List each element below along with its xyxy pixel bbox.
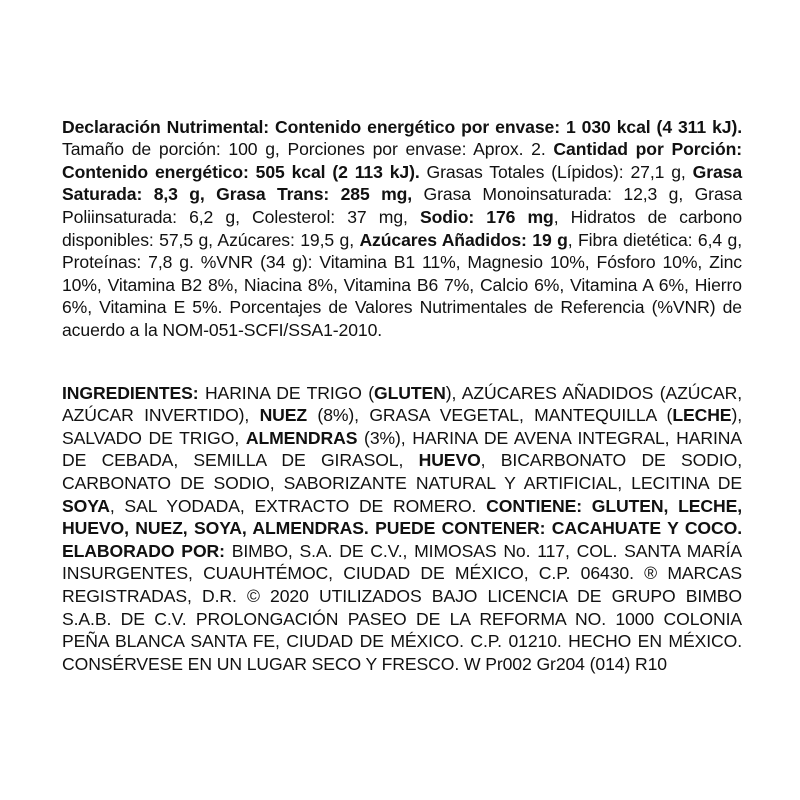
nutrition-segment-text: Tamaño de porción: 100 g, Porciones por envase: Aprox. 2. <box>62 139 554 160</box>
ingredients-segment-bold-text: CONTIENE: GLUTEN, LECHE, HUEVO, NUEZ, SOYA, ALMENDRAS. PUEDE CONTENER: CACAHUATE Y COCO. ELABORADO POR: <box>62 495 742 561</box>
nutrition-segment-bold-text: Grasa Saturada: 8,3 g, Grasa Trans: 285 mg, <box>62 161 743 205</box>
ingredients-segment-text: ), AZÚCARES AÑADIDOS (AZÚCAR, AZÚCAR INVERTIDO), <box>62 382 742 426</box>
ingredients-segment-text: (8%), GRASA VEGETAL, MANTEQUILLA ( <box>307 405 673 426</box>
nutrition-segment-text: Grasas Totales (Lípidos): 27,1 g, <box>419 161 693 182</box>
ingredients-segment-text: BIMBO, S.A. DE C.V., MIMOSAS No. 117, COL. SANTA MARÍA INSURGENTES, CUAUHTÉMOC, CIUDAD DE MÉXICO, C.P. 06430. ® MARCAS REGISTRADAS, D.R. © 2020 UTILIZADOS BAJO LICENCIA DE GRUPO BIMBO S.A.B. DE C.V. PROLONGACIÓN PASEO DE LA REFORMA NO. 1000 COLONIA PEÑA BLANCA SANTA FE, CIUDAD DE MÉXICO. C.P. 01210. HECHO EN MÉXICO. CONSÉRVESE EN UN LUGAR SECO Y FRESCO. W Pr002 Gr204 (014) R10 <box>62 540 743 674</box>
nutrition-segment-bold-text: Cantidad por Porción: Contenido energético: 505 kcal (2 113 kJ). <box>62 139 742 182</box>
ingredients-segment-bold-text: HUEVO <box>418 450 481 471</box>
ingredients-segment-text: ), SALVADO DE TRIGO, <box>62 405 743 448</box>
ingredients-segment-bold-text: GLUTEN <box>374 382 446 403</box>
ingredients-segment-text: (3%), HARINA DE AVENA INTEGRAL, HARINA DE CEBADA, SEMILLA DE GIRASOL, <box>62 427 743 471</box>
ingredients-segment-bold-text: SOYA <box>62 495 110 516</box>
ingredients-segment-bold-text: INGREDIENTES: <box>62 382 199 403</box>
ingredients-segment-text: , SAL YODADA, EXTRACTO DE ROMERO. <box>109 495 487 516</box>
ingredients-segment-bold-text: LECHE <box>672 405 732 426</box>
nutrition-declaration <box>62 116 742 342</box>
nutrition-segment-text: Grasa Monoinsaturada: 12,3 g, Grasa Poliinsaturada: 6,2 g, Colesterol: 37 mg, <box>62 184 743 227</box>
ingredients-segment-text: , BICARBONATO DE SODIO, CARBONATO DE SODIO, SABORIZANTE NATURAL Y ARTIFICIAL, LECITINA DE <box>62 450 742 493</box>
nutrition-segment-bold-text: Declaración Nutrimental: Contenido energético por envase: 1 030 kcal (4 311 kJ). <box>62 116 742 137</box>
ingredients-segment-bold-text: NUEZ <box>259 405 308 426</box>
ingredients-statement <box>62 382 742 676</box>
ingredients-segment-text: HARINA DE TRIGO ( <box>198 382 375 403</box>
nutrition-segment-text: , Fibra dietética: 6,4 g, Proteínas: 7,8 g. %VNR (34 g): Vitamina B1 11%, Magnesio 10%, Fósforo 10%, Zinc 10%, Vitamina B2 8%, Niacina 8%, Vitamina B6 7%, Calcio 6%, Vitamina A 6%, Hierro 6%, Vitamina E 5%. Porcentajes de Valores Nutrimentales de Referencia (%VNR) de acuerdo a la NOM-051-SCFI/SSA1-2010. <box>62 229 743 340</box>
ingredients-segment-bold-text: ALMENDRAS <box>245 427 358 448</box>
nutrition-segment-bold-text: Sodio: 176 mg <box>419 206 554 227</box>
nutrition-segment-bold-text: Azúcares Añadidos: 19 g <box>359 229 568 250</box>
nutrition-segment-text: , Hidratos de carbono disponibles: 57,5 g, Azúcares: 19,5 g, <box>62 206 743 250</box>
